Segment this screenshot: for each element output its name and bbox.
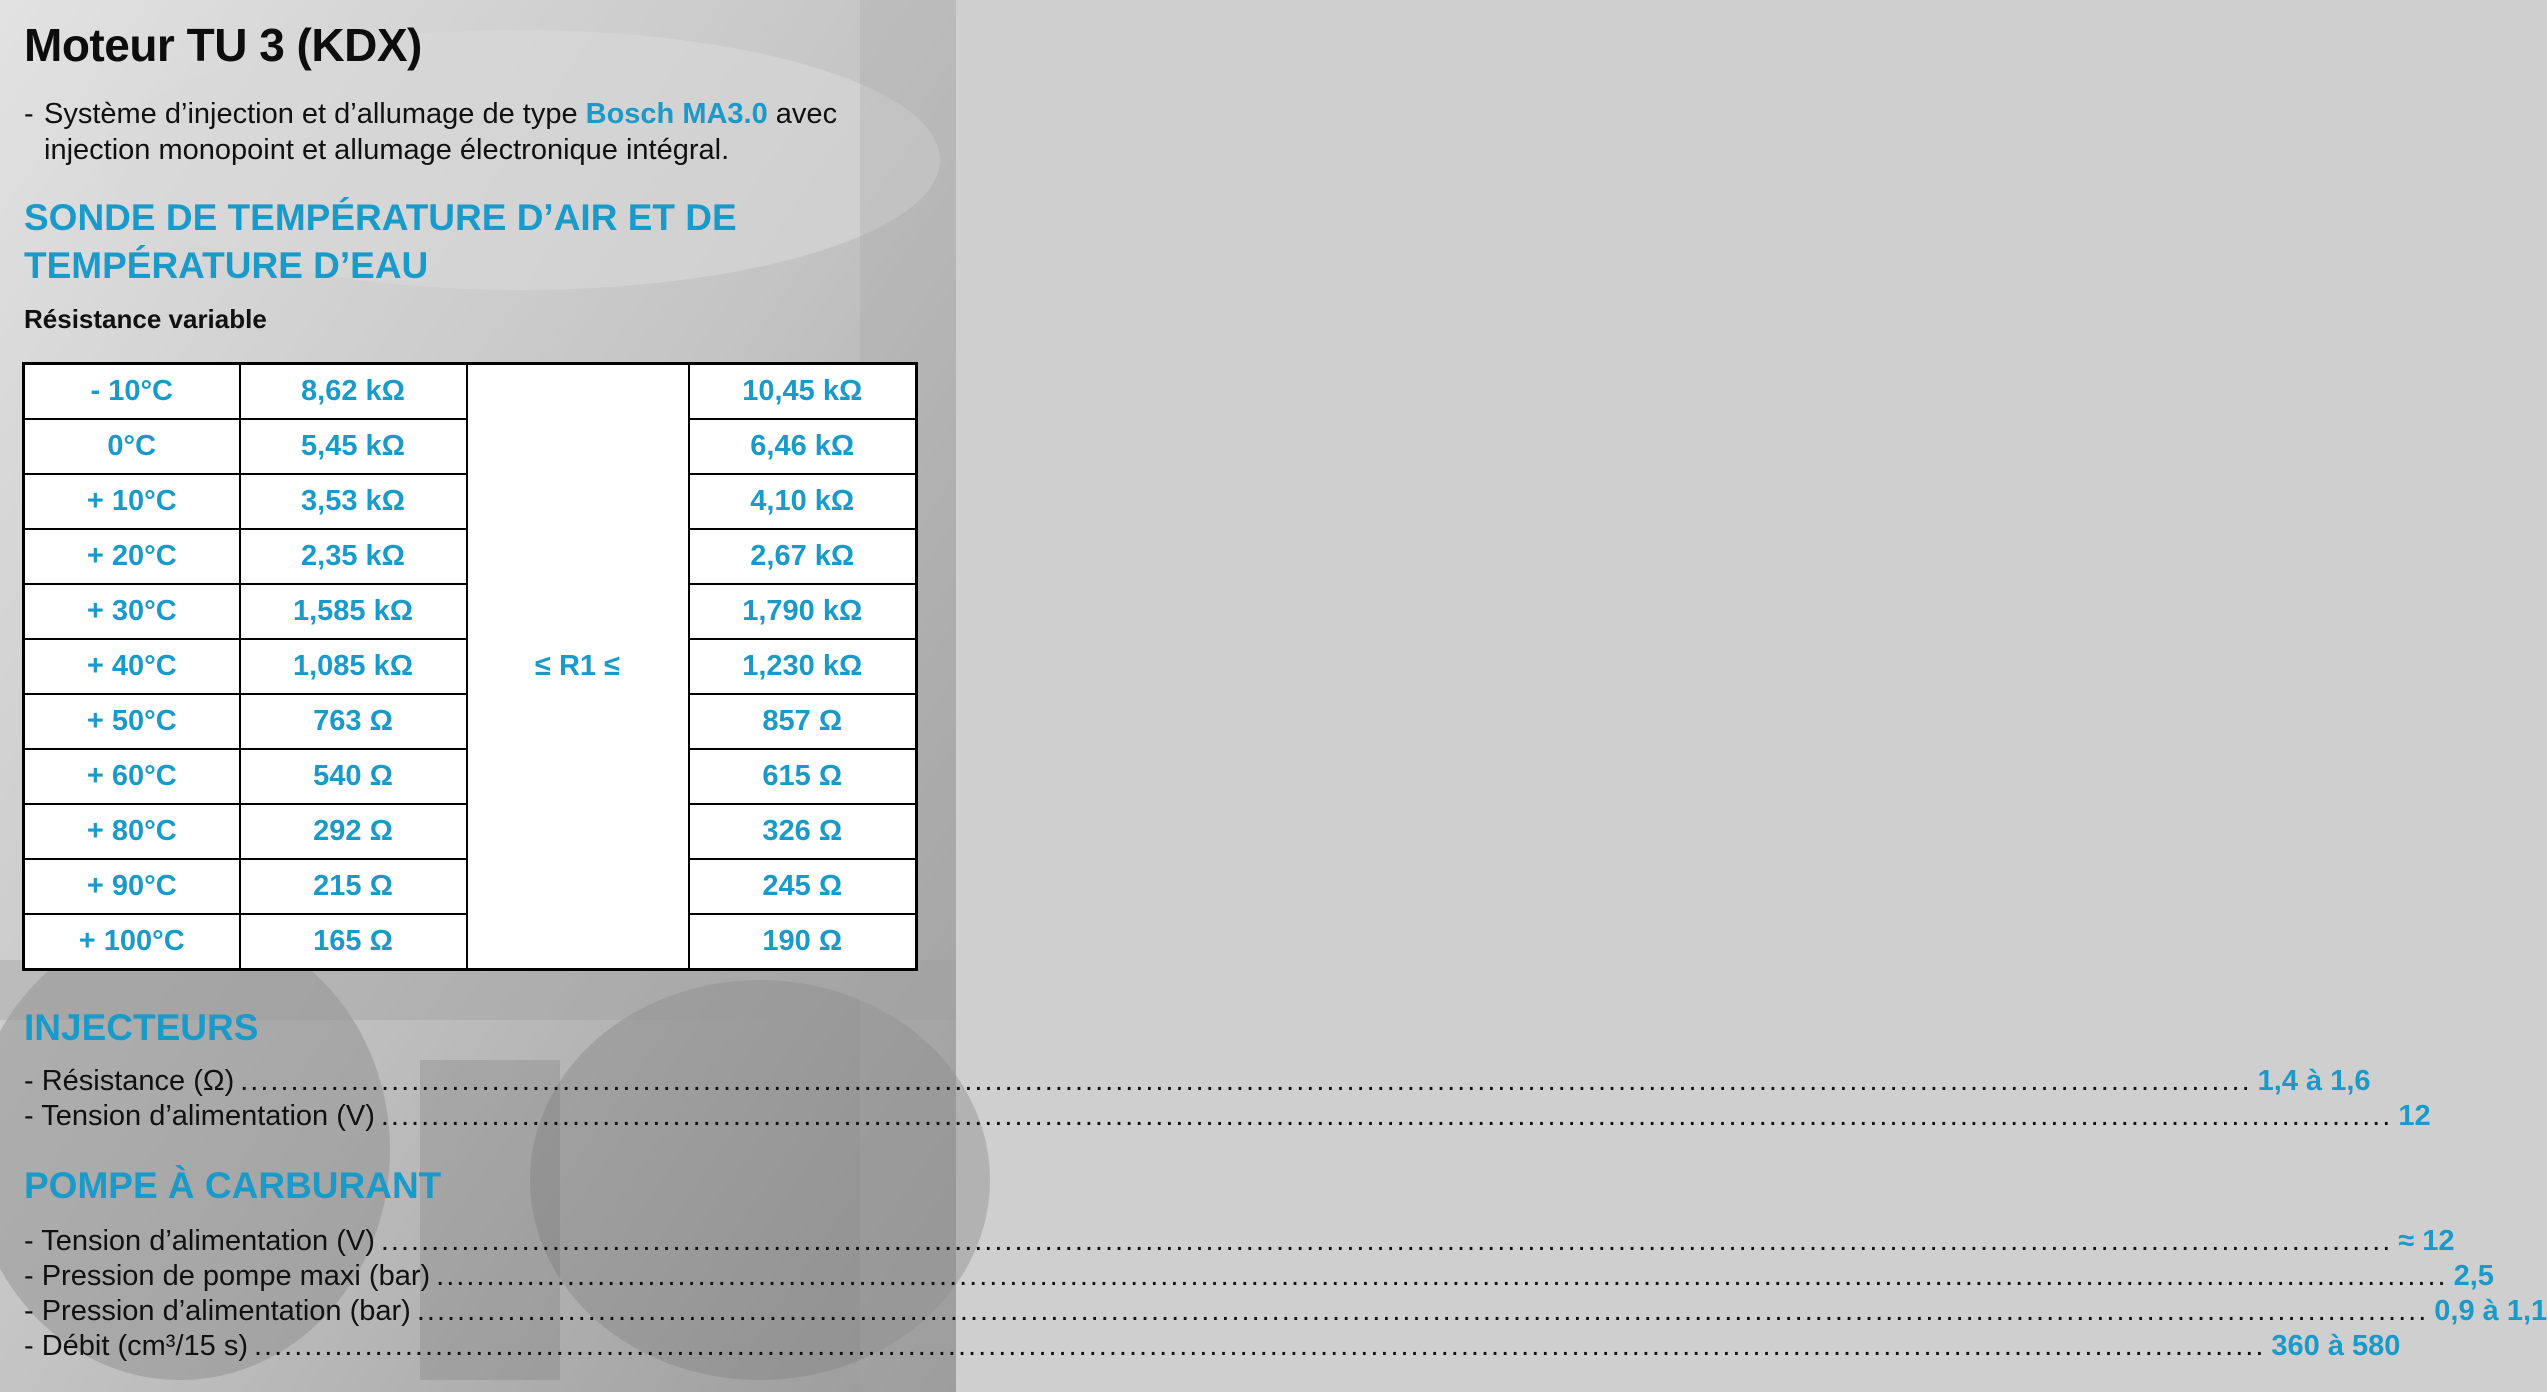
min-resistance-cell: 165 Ω [240,914,467,970]
resistance-table [22,362,918,971]
intro-paragraph [24,96,934,168]
temperature-cell: + 80°C [24,804,240,859]
sensor-subheading: Résistance variable [24,304,267,334]
intro-text-after: avec injection monopoint et allumage électronique intégral. [44,98,838,166]
spec-row [24,1259,2494,1294]
min-resistance-cell: 1,585 kΩ [240,584,467,639]
spec-row [24,1329,2401,1364]
max-resistance-cell: 1,230 kΩ [689,639,917,694]
temperature-cell: + 10°C [24,474,240,529]
dot-leader: ........................................................................................................................................................................................................ [380,1225,2393,1257]
spec-value: 1,4 à 1,6 [2257,1065,2371,1097]
min-resistance-cell: 292 Ω [240,804,467,859]
spec-label: - Tension d’alimentation (V) [24,1225,375,1257]
spec-value: 360 à 580 [2271,1330,2401,1362]
spec-label: - Pression de pompe maxi (bar) [24,1260,431,1292]
max-resistance-cell: 857 Ω [689,694,917,749]
max-resistance-cell: 245 Ω [689,859,917,914]
sensor-heading [24,194,737,290]
spec-row [24,1099,2431,1134]
min-resistance-cell: 8,62 kΩ [240,364,467,420]
min-resistance-cell: 540 Ω [240,749,467,804]
table-row [24,364,917,420]
spec-row [24,1064,2371,1099]
injectors-spec-list [24,1064,2431,1134]
max-resistance-cell: 10,45 kΩ [689,364,917,420]
max-resistance-cell: 4,10 kΩ [689,474,917,529]
spec-value: 0,9 à 1,1 [2434,1295,2547,1327]
max-resistance-cell: 1,790 kΩ [689,584,917,639]
temperature-cell: + 50°C [24,694,240,749]
min-resistance-cell: 763 Ω [240,694,467,749]
spec-label: - Résistance (Ω) [24,1065,235,1097]
pump-heading: POMPE À CARBURANT [24,1165,442,1206]
dot-leader: ........................................................................................................................................................................................................ [240,1065,2252,1097]
temperature-cell: - 10°C [90,375,173,407]
min-resistance-cell: 215 Ω [240,859,467,914]
spec-value: 2,5 [2453,1260,2494,1292]
pump-spec-list [24,1224,2547,1364]
sensor-heading-line1: SONDE DE TEMPÉRATURE D’AIR ET DE [24,197,737,238]
page-title: Moteur TU 3 (KDX) [24,19,422,71]
max-resistance-cell: 326 Ω [689,804,917,859]
temperature-cell: + 60°C [24,749,240,804]
spec-label: - Tension d’alimentation (V) [24,1100,375,1132]
spec-row [24,1294,2547,1329]
dot-leader: ........................................................................................................................................................................................................ [436,1260,2448,1292]
temperature-cell: + 90°C [24,859,240,914]
dot-leader: ........................................................................................................................................................................................................ [416,1295,2429,1327]
spec-value: 12 [2398,1100,2431,1132]
injectors-heading: INJECTEURS [24,1007,259,1048]
relation-cell: ≤ R1 ≤ [467,364,689,970]
max-resistance-cell: 2,67 kΩ [689,529,917,584]
dot-leader: ........................................................................................................................................................................................................ [380,1100,2393,1132]
min-resistance-cell: 5,45 kΩ [240,419,467,474]
spec-row [24,1224,2455,1259]
intro-text-before: Système d’injection et d’allumage de type [44,98,586,130]
min-resistance-cell: 1,085 kΩ [240,639,467,694]
min-resistance-cell: 3,53 kΩ [240,474,467,529]
temperature-cell: + 20°C [24,529,240,584]
max-resistance-cell: 615 Ω [689,749,917,804]
intro-dash: - [24,98,34,130]
max-resistance-cell: 190 Ω [689,914,917,970]
intro-text [44,96,934,168]
temperature-cell: + 30°C [24,584,240,639]
max-resistance-cell: 6,46 kΩ [689,419,917,474]
spec-label: - Pression d’alimentation (bar) [24,1295,411,1327]
temperature-cell: 0°C [24,419,240,474]
min-resistance-cell: 2,35 kΩ [240,529,467,584]
dot-leader: ........................................................................................................................................................................................................ [253,1330,2266,1362]
spec-value: ≈ 12 [2398,1225,2455,1257]
sensor-heading-line2: TEMPÉRATURE D’EAU [24,245,429,286]
intro-brand: Bosch MA3.0 [585,98,768,130]
temperature-cell: + 40°C [24,639,240,694]
spec-label: - Débit (cm³/15 s) [24,1330,248,1362]
temperature-cell: + 100°C [24,914,240,970]
